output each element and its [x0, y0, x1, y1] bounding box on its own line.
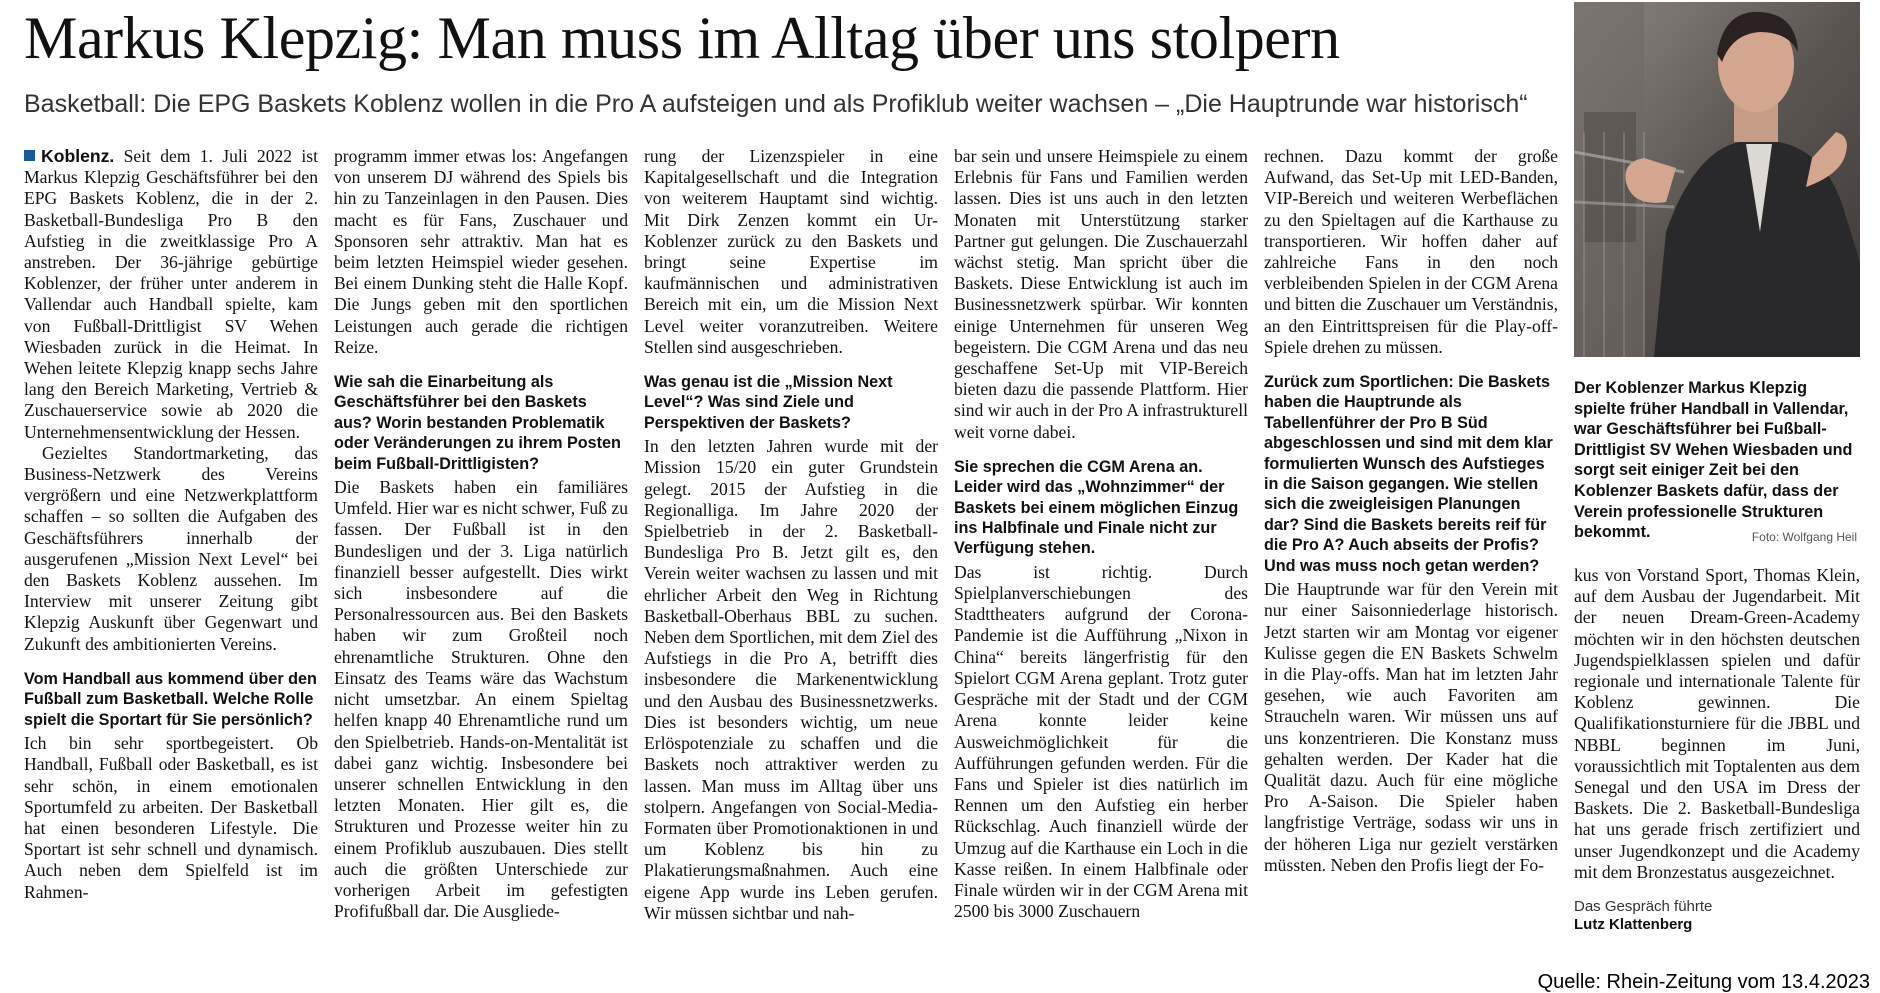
interview-answer-4: Das ist richtig. Durch Spielplanverschiebungen des Stadttheaters aufgrund der Corona-Pandemie ist die Aufführung „Nixon in China“ bereits längerfristig für den Spielort CGM Arena geplant. Trotz guter Gespräche mit der Stadt und der CGM Arena konnte leider keine Ausweichmöglichkeit für die Aufführungen gefunden werden. Für die Fans und Spieler ist dies natürlich im Rennen um den Aufstieg ein herber Rückschlag. Auch finanziell würde der Umzug auf die Karthause ein Loch in die Kasse reißen. In einem Halbfinale oder Finale würden wir in der CGM Arena mit 2500 bis 3000 Zuschauern: [954, 561, 1248, 922]
subline: Basketball: Die EPG Baskets Koblenz wollen in die Pro A aufsteigen und als Profiklub weiter wachsen – „Die Hauptrunde war historisch“: [24, 90, 1528, 118]
interviewer-name: Lutz Klattenberg: [1574, 916, 1693, 934]
intro-text: Seit dem 1. Juli 2022 ist Markus Klepzig Geschäftsführer bei den EPG Baskets Koblenz, die in der 2. Basketball-Bundesliga Pro B den Aufstieg in die zweitklassige Pro A anstreben. Der 36-jährige gebürtige Koblenzer, der früher unter anderem in Vallendar auch Handball spielte, kam von Fußball-Drittligist SV Wehen Wiesbaden zurück in die Heimat. In Wehen leitete Klepzig knapp sechs Jahre lang den Bereich Marketing, Vertrieb & Zuschauerservice sowie ab 2020 die Unternehmensentwicklung der Hessen.: [24, 146, 318, 442]
article-photo: [1574, 2, 1860, 357]
interview-question-5: Zurück zum Sportlichen: Die Baskets haben die Hauptrunde als Tabellenführer der Pro B Süd abgeschlossen und sind mit dem klar formulierten Wunsch des Aufstieges in die Saison gegangen. Wie stellen sich die zweigleisigen Planungen dar? Sind die Baskets bereits reif für die Pro A? Auch abseits der Profis? Und was muss noch getan werden?: [1264, 373, 1553, 575]
dateline: Koblenz.: [41, 146, 115, 166]
headline: Markus Klepzig: Man muss im Alltag über uns stolpern: [24, 5, 1340, 71]
interview-answer-5-cont: kus von Vorstand Sport, Thomas Klein, auf dem Ausbau der Jugendarbeit. Mit der neuen Dream-Green-Academy möchten wir in den höchsten deutschen Jugendspielklassen spielen und dafür regionale und internationale Talente für Koblenz gewinnen. Die Qualifikationsturniere für die JBBL und NBBL beginnen im Juni, voraussichtlich mit Toptalenten aus dem Senegal und den USA im Dress der Baskets. Die 2. Basketball-Bundesliga hat uns gerade frisch zertifiziert und unser Jugendkonzept und die Academy mit dem Bronzestatus ausgezeichnet.: [1574, 565, 1860, 882]
article-column-3: [644, 146, 938, 986]
interview-question-2: Wie sah die Einarbeitung als Geschäftsführer bei den Baskets aus? Worin bestanden Problematik oder Veränderungen zu ihrem Posten beim Fußball-Drittligisten?: [334, 373, 621, 473]
article-column-2: [334, 146, 628, 986]
dateline-square-icon: [24, 150, 35, 161]
intro-paragraph: [24, 146, 318, 443]
interview-answer-2: Die Baskets haben ein familiäres Umfeld. Hier war es nicht schwer, Fuß zu fassen. Der Fußball ist in den Bundesligen und der 3. Liga natürlich finanziell besser aufgestellt. Dies wirkt sich insbesondere auf die Personalressourcen aus. Bei den Baskets haben wir zum Großteil noch ehrenamtliche Strukturen. Ohne den Einsatz des Teams wäre das Wachstum nicht umsetzbar. An einem Spieltag helfen knapp 40 Ehrenamtliche rund um den Spielbetrieb. Hands-on-Mentalität ist dabei ganz wichtig. Insbesondere bei unserer schnellen Entwicklung in den letzten Monaten. Hier gilt es, die Strukturen und Prozesse weiter hin zu einem Profiklub auszubauen. Dies stellt auch die größten Unterschiede zur vorherigen Arbeit im gefestigten Profifußball dar. Die Ausgliede-: [334, 477, 628, 922]
interview-answer-1: Ich bin sehr sportbegeistert. Ob Handball, Fußball oder Basketball, es ist sehr schön, in einem emotionalen Sportumfeld zu arbeiten. Der Basketball hat einen besonderen Lifestyle. Die Sportart ist sehr schnell und dynamisch. Auch neben dem Spielfeld ist im Rahmen-: [24, 733, 318, 902]
interviewer-label: Das Gespräch führte: [1574, 898, 1713, 916]
article-column-4: [954, 146, 1248, 986]
photo-credit: Foto: Wolfgang Heil: [1751, 530, 1857, 544]
interview-answer-5: Die Hauptrunde war für den Verein mit nur einer Saisonniederlage historisch. Jetzt starten wir am Montag vor eigener Kulisse gegen die EN Baskets Schwelm in die Play-offs. Man hat im letzten Jahr gesehen, wie auch Favoriten am Straucheln waren. Wir müssen uns auf uns konzentrieren. Die Konstanz muss gehalten werden. Der Kader hat die Qualität dazu. Auch für eine mögliche Pro A-Saison. Die Spieler haben langfristige Verträge, sodass wir uns in der höheren Liga nur gezielt verstärken müssten. Neben den Profis liegt der Fo-: [1264, 579, 1558, 875]
article-column-5: [1264, 146, 1558, 986]
interview-question-3: Was genau ist die „Mission Next Level“? Was sind Ziele und Perspektiven der Baskets?: [644, 373, 893, 432]
interview-answer-1-cont: programm immer etwas los: Angefangen von unserem DJ während des Spiels bis hin zu Tanzeinlagen in den Pausen. Dies macht es für Fans, Zuschauer und Sponsoren sehr attraktiv. Man hat es beim letzten Heimspiel wieder gesehen. Bei einem Dunking steht die Halle Kopf. Die Jungs geben mit den sportlichen Leistungen auch gerade die richtigen Reize.: [334, 146, 628, 357]
interview-answer-2-cont: rung der Lizenzspieler in eine Kapitalgesellschaft und die Integration von weiterem Hauptamt sind wichtig. Mit Dirk Zenzen kommt ein Ur-Koblenzer zurück zu den Baskets und bringt seine Expertise im kaufmännischen und administrativen Bereich mit ein, um die Mission Next Level weiter voranzutreiben. Weitere Stellen sind ausgeschrieben.: [644, 146, 938, 357]
photo-caption: Der Koblenzer Markus Klepzig spielte früher Handball in Vallendar, war Geschäftsführer bei Fußball-Drittligist SV Wehen Wiesbaden und sorgt seit einiger Zeit bei den Koblenzer Baskets dafür, dass der Verein professionelle Strukturen bekommt.: [1574, 379, 1853, 542]
intro-paragraph-2: Gezieltes Standortmarketing, das Business-Netzwerk des Vereins vergrößern und eine Netzwerkplattform schaffen – so sollten die Aufgaben des Geschäftsführers innerhalb der ausgerufenen „Mission Next Level“ bei den Baskets Koblenz aussehen. Im Interview mit unserer Zeitung gibt Klepzig Auskunft über Gegenwart und Zukunft des ambitionierten Vereins.: [24, 442, 318, 654]
interview-question-1: Vom Handball aus kommend über den Fußball zum Basketball. Welche Rolle spielt die Sportart für Sie persönlich?: [24, 669, 317, 729]
interview-question-4: Sie sprechen die CGM Arena an. Leider wird das „Wohnzimmer“ der Baskets bei einem möglichen Einzug ins Halbfinale und Finale nicht zur Verfügung stehen.: [954, 457, 1239, 558]
portrait-illustration: [1574, 2, 1860, 357]
article-column-6: [1574, 565, 1860, 970]
interview-answer-3: In den letzten Jahren wurde mit der Mission 15/20 ein guter Grundstein gelegt. 2015 der Aufstieg in die Regionalliga. Im Jahre 2020 der Spielbetrieb in der 2. Basketball-Bundesliga Pro B. Jetzt gilt es, den Verein weiter wachsen zu lassen und mit ehrlicher Arbeit den Weg in Richtung Basketball-Oberhaus BBL zu suchen. Neben dem Sportlichen, mit dem Ziel des Aufstiegs in die Pro A, betrifft dies insbesondere die Markenentwicklung und den Ausbau des Businessnetzwerks. Dies ist besonders wichtig, um neue Erlöspotenziale zu schaffen und die Baskets noch attraktiver werden zu lassen. Man muss im Alltag über uns stolpern. Angefangen von Social-Media-Formaten über Promotionaktionen in und um Koblenz bis hin zu Plakatierungsmaßnahmen. Auch eine eigene App wurde ins Leben gerufen. Wir müssen sichtbar und nah-: [644, 436, 938, 923]
article-column-1: [24, 146, 318, 986]
interview-answer-3-cont: bar sein und unsere Heimspiele zu einem Erlebnis für Fans und Familien werden lassen. Dies ist uns auch in den letzten Monaten mit Unterstützung starker Partner gut gelungen. Die Zuschauerzahl wächst stetig. Man spricht über die Baskets. Diese Entwicklung ist auch im Businessnetzwerk spürbar. Wir konnten einige Unternehmen für unseren Weg begeistern. Die CGM Arena und das neu geschaffene Set-Up mit VIP-Bereich bieten dazu die passende Plattform. Hier sind wir auch in der Pro A infrastrukturell weit vorne dabei.: [954, 146, 1248, 442]
source-note: Quelle: Rhein-Zeitung vom 13.4.2023: [1532, 970, 1874, 993]
interview-answer-4-cont: rechnen. Dazu kommt der große Aufwand, das Set-Up mit LED-Banden, VIP-Bereich und weiteren Werbeflächen zu den Spieltagen auf die Karthause zu transportieren. Wir hoffen daher auf zahlreiche Fans in den noch verbleibenden Spielen in der CGM Arena und bitten die Zuschauer um Verständnis, an den Eintrittspreisen für die Play-off-Spiele drehen zu müssen.: [1264, 146, 1558, 357]
